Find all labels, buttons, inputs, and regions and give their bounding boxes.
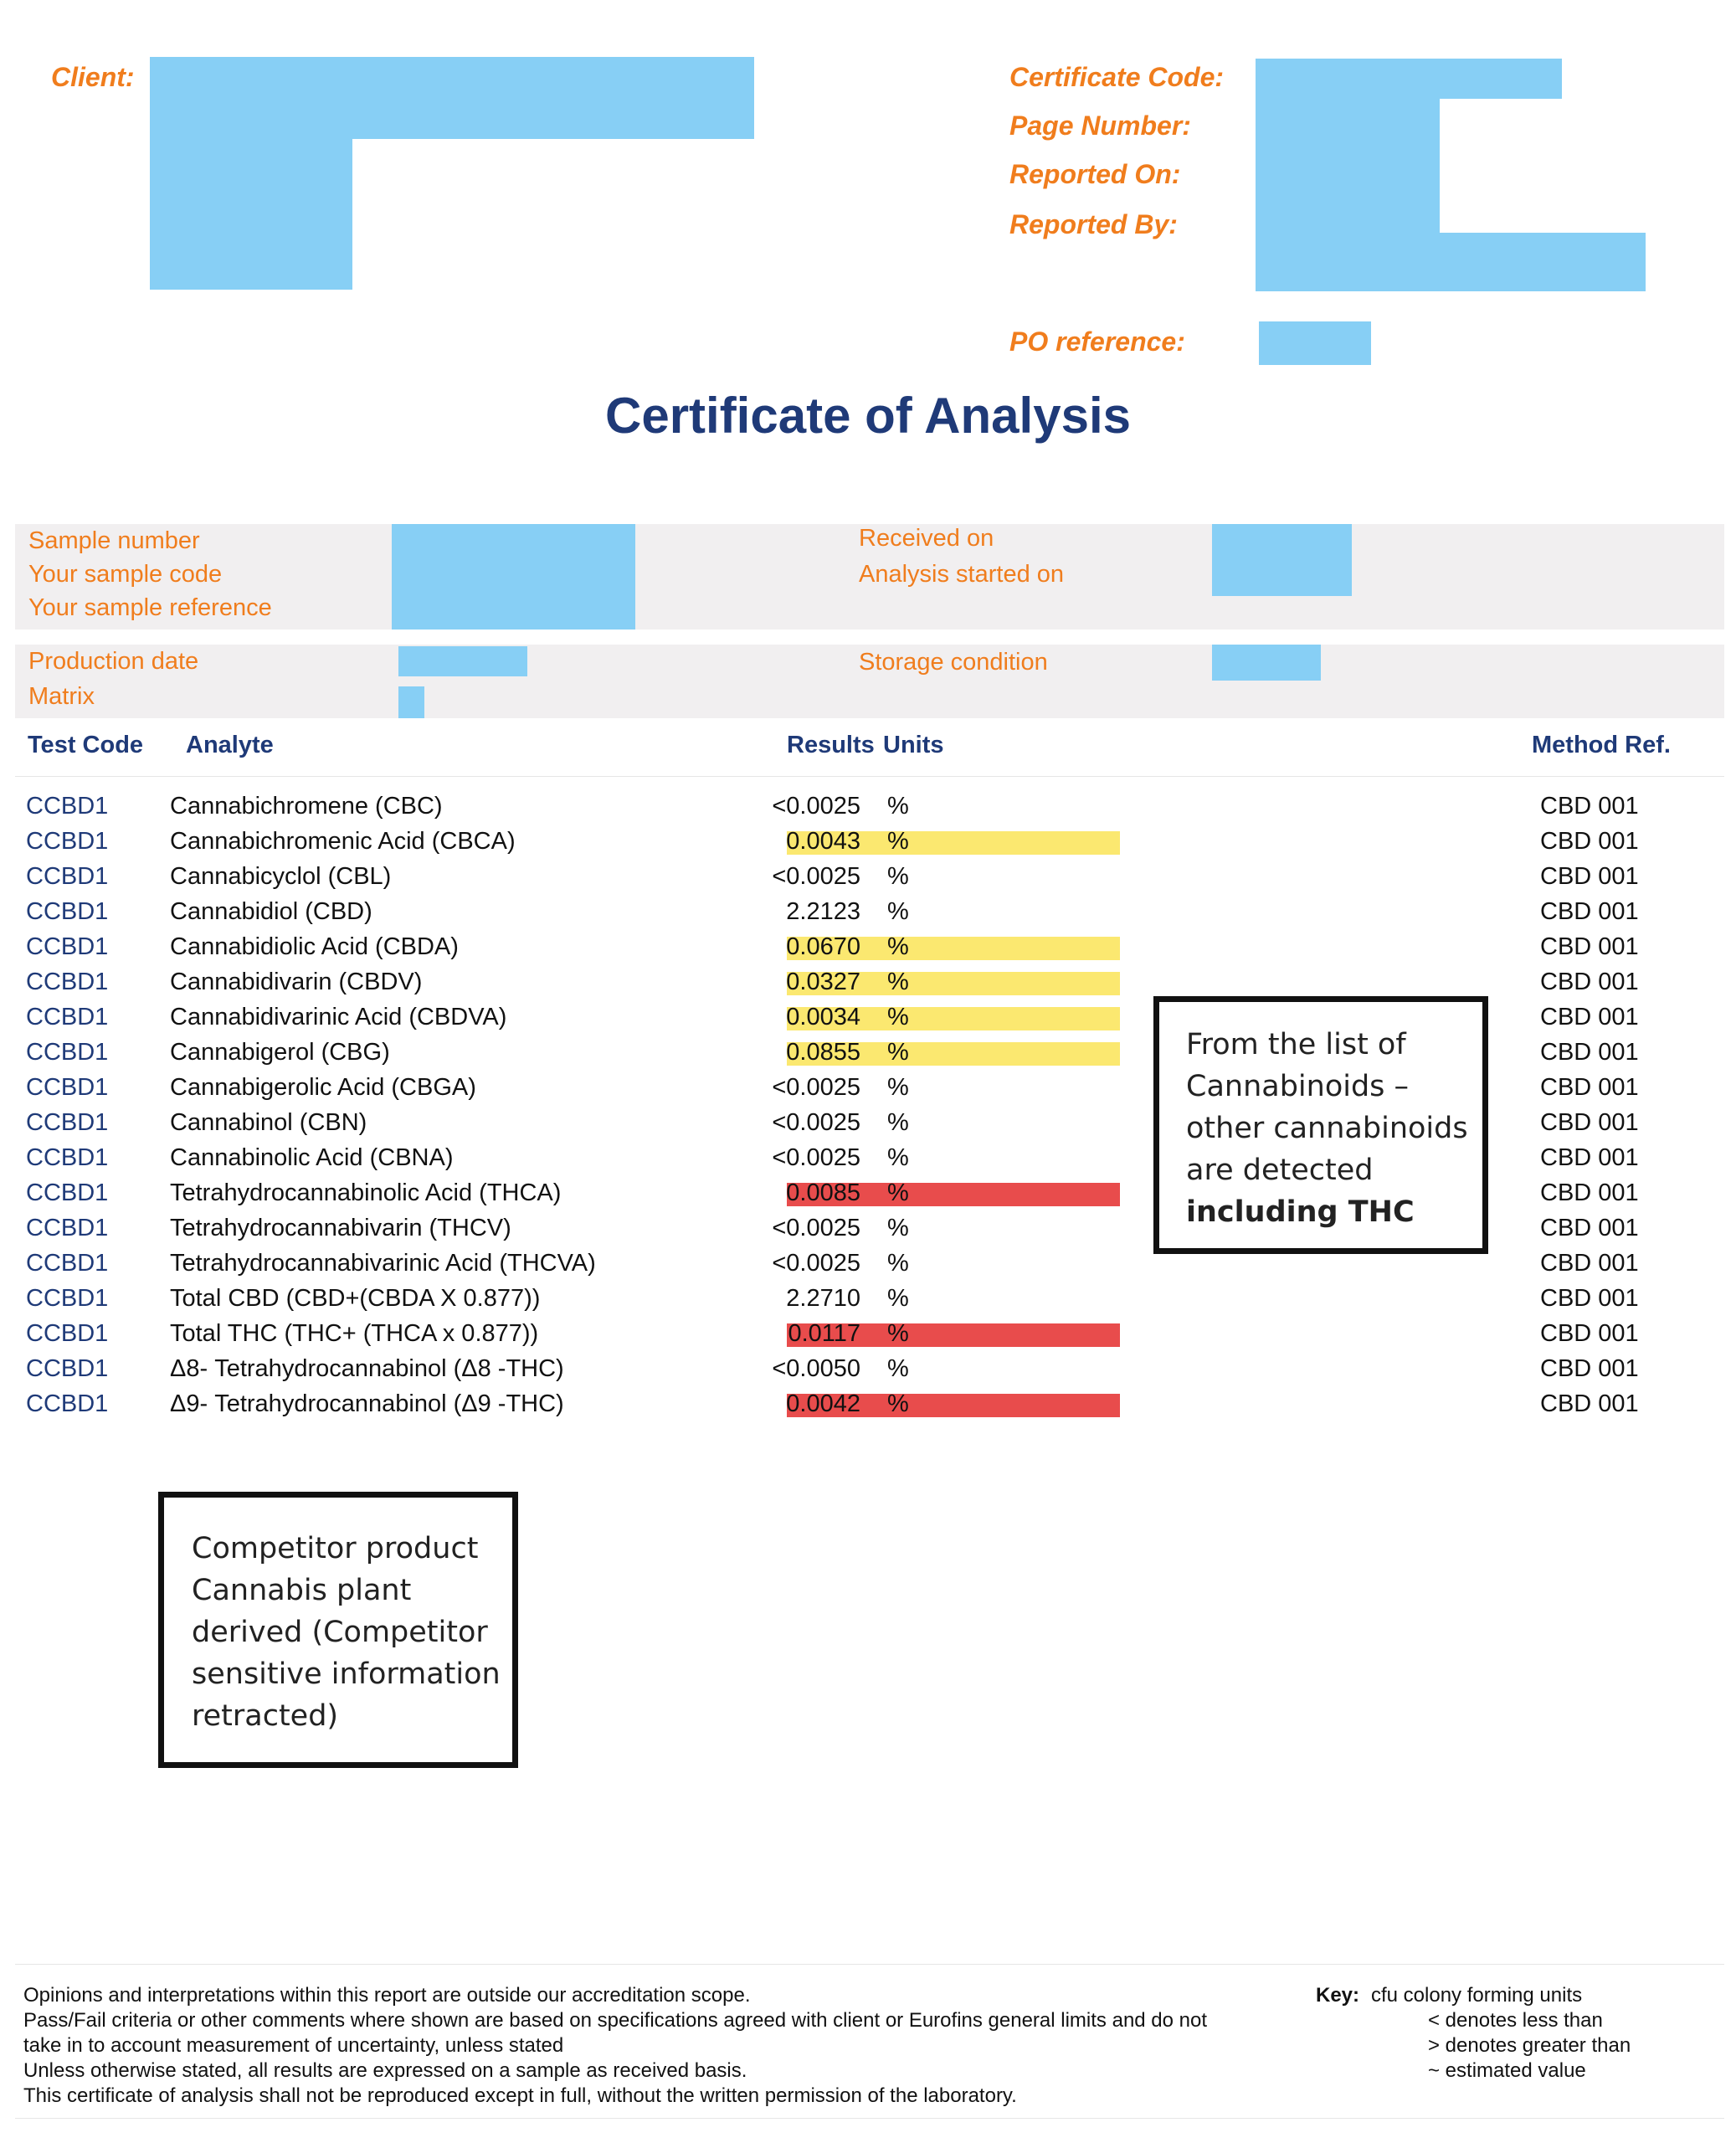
table-row	[0, 1387, 1736, 1422]
unit-cell: %	[887, 1250, 909, 1277]
result-cell: 0.0117	[788, 1320, 860, 1347]
competitor-callout-line: sensitive information	[192, 1657, 501, 1691]
footer-bottom-divider	[15, 2118, 1724, 2119]
unit-cell: %	[887, 863, 909, 890]
test-code-cell: CCBD1	[26, 828, 109, 855]
test-code-cell: CCBD1	[26, 863, 109, 890]
table-row	[0, 789, 1736, 825]
footer-divider	[15, 1964, 1724, 1965]
storage-condition-label: Storage condition	[859, 649, 1048, 676]
thc-callout-box	[1153, 996, 1488, 1254]
analyte-cell: Cannabichromene (CBC)	[170, 793, 443, 820]
table-row	[0, 895, 1736, 930]
po-reference-redaction	[1259, 321, 1371, 365]
client-label: Client:	[51, 62, 135, 92]
result-cell: <0.0025	[772, 793, 860, 820]
analysis-started-on-label: Analysis started on	[859, 561, 1065, 588]
analyte-cell: Tetrahydrocannabivarin (THCV)	[170, 1215, 511, 1241]
test-code-cell: CCBD1	[26, 1390, 109, 1417]
storage-condition-redaction	[1212, 645, 1321, 681]
unit-cell: %	[887, 1004, 909, 1030]
method-ref-cell: CBD 001	[1540, 793, 1639, 820]
method-ref-cell: CBD 001	[1540, 1144, 1639, 1171]
received-on-label: Received on	[859, 525, 994, 552]
unit-cell: %	[887, 1109, 909, 1136]
reported-by-label: Reported By:	[1009, 209, 1178, 239]
your-sample-code-label: Your sample code	[28, 561, 223, 588]
analyte-cell: Cannabigerolic Acid (CBGA)	[170, 1074, 476, 1101]
analyte-cell: Total THC (THC+ (THCA x 0.877))	[170, 1320, 539, 1347]
table-row	[0, 825, 1736, 860]
key-estimated: ~ estimated value	[1428, 2059, 1586, 2082]
unit-cell: %	[887, 969, 909, 995]
unit-cell: %	[887, 933, 909, 960]
unit-cell: %	[887, 1320, 909, 1347]
method-ref-cell: CBD 001	[1540, 1215, 1639, 1241]
unit-cell: %	[887, 898, 909, 925]
unit-cell: %	[887, 1215, 909, 1241]
test-code-cell: CCBD1	[26, 793, 109, 820]
thc-callout-line: are detected	[1186, 1154, 1374, 1187]
dates-redaction	[1212, 524, 1352, 596]
production-date-label: Production date	[28, 648, 199, 675]
table-row	[0, 1282, 1736, 1317]
unit-cell: %	[887, 1390, 909, 1417]
certificate-code-label: Certificate Code:	[1009, 62, 1225, 92]
sample-id-redaction	[392, 524, 635, 630]
your-sample-reference-label: Your sample reference	[28, 594, 272, 621]
footer-text: Unless otherwise stated, all results are expressed on a sample as received basis.	[23, 2059, 747, 2082]
competitor-callout-line: Cannabis plant	[192, 1574, 412, 1607]
key-cfu: cfu colony forming units	[1371, 1984, 1583, 2007]
test-code-cell: CCBD1	[26, 898, 109, 925]
certificate-code-redaction	[1256, 59, 1562, 99]
sample-number-label: Sample number	[28, 527, 200, 554]
po-reference-label: PO reference:	[1009, 326, 1185, 357]
key-less-than: < denotes less than	[1428, 2009, 1603, 2032]
unit-cell: %	[887, 1039, 909, 1066]
test-code-cell: CCBD1	[26, 1109, 109, 1136]
test-code-cell: CCBD1	[26, 1039, 109, 1066]
unit-cell: %	[887, 1179, 909, 1206]
table-header-divider	[15, 776, 1724, 777]
unit-cell: %	[887, 1074, 909, 1101]
analyte-cell: Δ9- Tetrahydrocannabinol (Δ9 -THC)	[170, 1390, 564, 1417]
competitor-callout-box	[158, 1492, 518, 1768]
method-ref-cell: CBD 001	[1540, 863, 1639, 890]
analyte-cell: Cannabichromenic Acid (CBCA)	[170, 828, 516, 855]
thc-callout-emphasis: including THC	[1186, 1195, 1415, 1229]
test-code-cell: CCBD1	[26, 1250, 109, 1277]
analyte-cell: Cannabidiolic Acid (CBDA)	[170, 933, 459, 960]
table-row	[0, 860, 1736, 895]
result-cell: 0.0034	[786, 1004, 860, 1030]
test-code-cell: CCBD1	[26, 1004, 109, 1030]
result-cell: 0.0855	[786, 1039, 860, 1066]
result-cell: <0.0025	[772, 1109, 860, 1136]
analyte-cell: Total CBD (CBD+(CBDA X 0.877))	[170, 1285, 541, 1312]
result-cell: <0.0025	[772, 1215, 860, 1241]
test-code-cell: CCBD1	[26, 1179, 109, 1206]
result-cell: 0.0670	[786, 933, 860, 960]
production-date-redaction	[398, 646, 527, 676]
thc-callout-line: Cannabinoids –	[1186, 1070, 1410, 1103]
unit-cell: %	[887, 828, 909, 855]
col-header-analyte: Analyte	[186, 732, 274, 758]
result-cell: <0.0025	[772, 1144, 860, 1171]
col-header-results: Results	[787, 732, 875, 758]
test-code-cell: CCBD1	[26, 1144, 109, 1171]
analyte-cell: Δ8- Tetrahydrocannabinol (Δ8 -THC)	[170, 1355, 564, 1382]
table-row	[0, 1352, 1736, 1387]
col-header-units: Units	[883, 732, 944, 758]
method-ref-cell: CBD 001	[1540, 898, 1639, 925]
analyte-cell: Cannabigerol (CBG)	[170, 1039, 390, 1066]
method-ref-cell: CBD 001	[1540, 828, 1639, 855]
result-cell: 0.0327	[786, 969, 860, 995]
analyte-cell: Tetrahydrocannabinolic Acid (THCA)	[170, 1179, 562, 1206]
key-label: Key:	[1316, 1984, 1360, 2007]
method-ref-cell: CBD 001	[1540, 1004, 1639, 1030]
footer-text: Opinions and interpretations within this report are outside our accreditation scope.	[23, 1984, 751, 2007]
test-code-cell: CCBD1	[26, 969, 109, 995]
method-ref-cell: CBD 001	[1540, 1285, 1639, 1312]
test-code-cell: CCBD1	[26, 1320, 109, 1347]
unit-cell: %	[887, 793, 909, 820]
page-info-redaction	[1256, 99, 1440, 233]
result-cell: 0.0042	[786, 1390, 860, 1417]
method-ref-cell: CBD 001	[1540, 1320, 1639, 1347]
method-ref-cell: CBD 001	[1540, 1109, 1639, 1136]
test-code-cell: CCBD1	[26, 933, 109, 960]
page-number-label: Page Number:	[1009, 110, 1191, 141]
page-title: Certificate of Analysis	[605, 388, 1131, 444]
table-row	[0, 930, 1736, 965]
analyte-cell: Cannabidiol (CBD)	[170, 898, 372, 925]
analyte-cell: Tetrahydrocannabivarinic Acid (THCVA)	[170, 1250, 596, 1277]
table-row	[0, 965, 1736, 1000]
method-ref-cell: CBD 001	[1540, 1179, 1639, 1206]
result-cell: <0.0025	[772, 1074, 860, 1101]
footer-text: take in to account measurement of uncertainty, unless stated	[23, 2034, 564, 2057]
test-code-cell: CCBD1	[26, 1074, 109, 1101]
matrix-label: Matrix	[28, 683, 95, 710]
reported-on-label: Reported On:	[1009, 159, 1181, 189]
thc-callout-line: other cannabinoids	[1186, 1112, 1468, 1145]
competitor-callout-line: Competitor product	[192, 1532, 479, 1565]
test-code-cell: CCBD1	[26, 1215, 109, 1241]
unit-cell: %	[887, 1144, 909, 1171]
method-ref-cell: CBD 001	[1540, 1355, 1639, 1382]
method-ref-cell: CBD 001	[1540, 1250, 1639, 1277]
unit-cell: %	[887, 1355, 909, 1382]
method-ref-cell: CBD 001	[1540, 1039, 1639, 1066]
unit-cell: %	[887, 1285, 909, 1312]
result-cell: <0.0025	[772, 863, 860, 890]
analyte-cell: Cannabidivarinic Acid (CBDVA)	[170, 1004, 507, 1030]
result-cell: 0.0043	[786, 828, 860, 855]
client-address-redaction	[150, 139, 352, 290]
footer-text: Pass/Fail criteria or other comments where shown are based on specifications agreed with client or Eurofins general limits and do not	[23, 2009, 1208, 2032]
col-header-test-code: Test Code	[28, 732, 144, 758]
analyte-cell: Cannabinol (CBN)	[170, 1109, 367, 1136]
method-ref-cell: CBD 001	[1540, 969, 1639, 995]
table-row	[0, 1317, 1736, 1352]
result-cell: 2.2710	[786, 1285, 860, 1312]
method-ref-cell: CBD 001	[1540, 1390, 1639, 1417]
result-cell: <0.0025	[772, 1250, 860, 1277]
thc-callout-line: From the list of	[1186, 1028, 1406, 1061]
analyte-cell: Cannabicyclol (CBL)	[170, 863, 392, 890]
result-cell: <0.0050	[772, 1355, 860, 1382]
analyte-cell: Cannabinolic Acid (CBNA)	[170, 1144, 454, 1171]
analyte-cell: Cannabidivarin (CBDV)	[170, 969, 423, 995]
matrix-redaction	[398, 686, 424, 718]
competitor-callout-line: retracted)	[192, 1699, 339, 1733]
client-redaction	[150, 57, 754, 139]
method-ref-cell: CBD 001	[1540, 1074, 1639, 1101]
key-greater-than: > denotes greater than	[1428, 2034, 1631, 2057]
competitor-callout-line: derived (Competitor	[192, 1616, 488, 1649]
footer-text: This certificate of analysis shall not be reproduced except in full, without the written permission of the laboratory.	[23, 2084, 1017, 2107]
col-header-method-ref: Method Ref.	[1532, 732, 1671, 758]
result-cell: 0.0085	[786, 1179, 860, 1206]
reported-by-redaction	[1256, 233, 1646, 291]
method-ref-cell: CBD 001	[1540, 933, 1639, 960]
result-cell: 2.2123	[786, 898, 860, 925]
test-code-cell: CCBD1	[26, 1355, 109, 1382]
test-code-cell: CCBD1	[26, 1285, 109, 1312]
